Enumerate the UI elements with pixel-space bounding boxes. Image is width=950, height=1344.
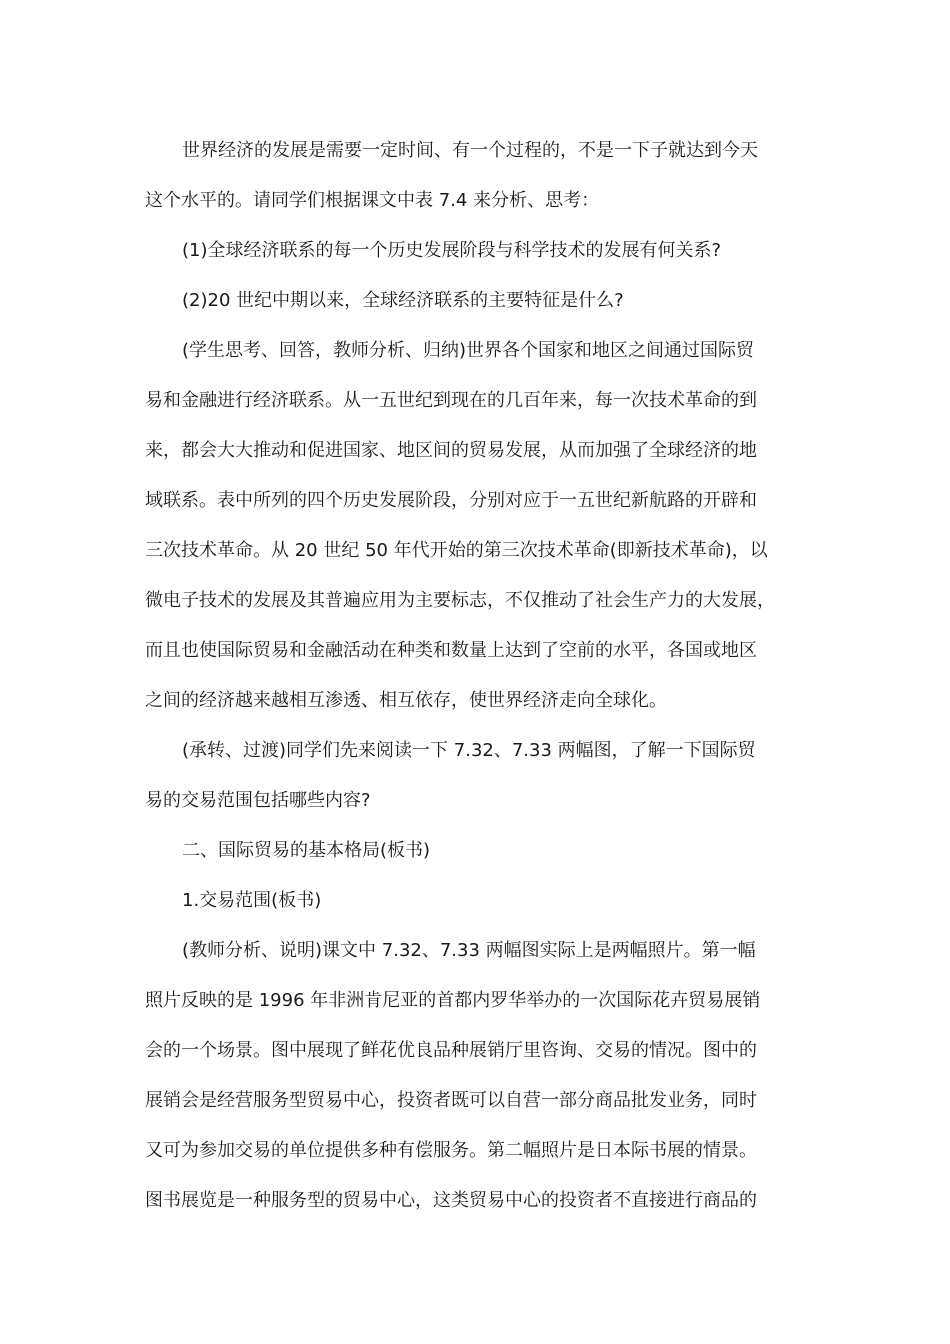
paragraph-line: 展销会是经营服务型贸易中心，投资者既可以自营一部分商品批发业务，同时	[145, 1090, 757, 1111]
paragraph-line: (教师分析、说明)课文中 7.32、7.33 两幅图实际上是两幅照片。第一幅	[182, 940, 756, 961]
paragraph-line: 之间的经济越来越相互渗透、相互依存，使世界经济走向全球化。	[145, 690, 667, 711]
subsection-heading: 1.交易范围(板书)	[182, 890, 322, 911]
paragraph-line: 这个水平的。请同学们根据课文中表 7.4 来分析、思考：	[145, 190, 600, 211]
paragraph-line: 世界经济的发展是需要一定时间、有一个过程的，不是一下子就达到今天	[182, 140, 758, 161]
paragraph-line: 会的一个场景。图中展现了鲜花优良品种展销厅里咨询、交易的情况。图中的	[145, 1040, 757, 1061]
paragraph-line: 三次技术革命。从 20 世纪 50 年代开始的第三次技术革命(即新技术革命)，以	[145, 540, 768, 561]
paragraph-line: 而且也使国际贸易和金融活动在种类和数量上达到了空前的水平，各国或地区	[145, 640, 757, 661]
paragraph-line: 来，都会大大推动和促进国家、地区间的贸易发展，从而加强了全球经济的地	[145, 440, 757, 461]
question-line: (2)20 世纪中期以来，全球经济联系的主要特征是什么?	[182, 290, 624, 311]
section-heading: 二、国际贸易的基本格局(板书)	[182, 840, 431, 861]
paragraph-line: 图书展览是一种服务型的贸易中心，这类贸易中心的投资者不直接进行商品的	[145, 1190, 757, 1211]
paragraph-line: 微电子技术的发展及其普遍应用为主要标志，不仅推动了社会生产力的大发展，	[145, 590, 775, 611]
paragraph-line: (承转、过渡)同学们先来阅读一下 7.32、7.33 两幅图，了解一下国际贸	[182, 740, 756, 761]
paragraph-line: 照片反映的是 1996 年非洲肯尼亚的首都内罗华举办的一次国际花卉贸易展销	[145, 990, 761, 1011]
paragraph-line: 域联系。表中所列的四个历史发展阶段，分别对应于一五世纪新航路的开辟和	[145, 490, 757, 511]
paragraph-line: 易的交易范围包括哪些内容?	[145, 790, 371, 811]
question-line: (1)全球经济联系的每一个历史发展阶段与科学技术的发展有何关系?	[182, 240, 722, 261]
paragraph-line: 易和金融进行经济联系。从一五世纪到现在的几百年来，每一次技术革命的到	[145, 390, 757, 411]
paragraph-line: 又可为参加交易的单位提供多种有偿服务。第二幅照片是日本际书展的情景。	[145, 1140, 757, 1161]
paragraph-line: (学生思考、回答，教师分析、归纳)世界各个国家和地区之间通过国际贸	[182, 340, 755, 361]
